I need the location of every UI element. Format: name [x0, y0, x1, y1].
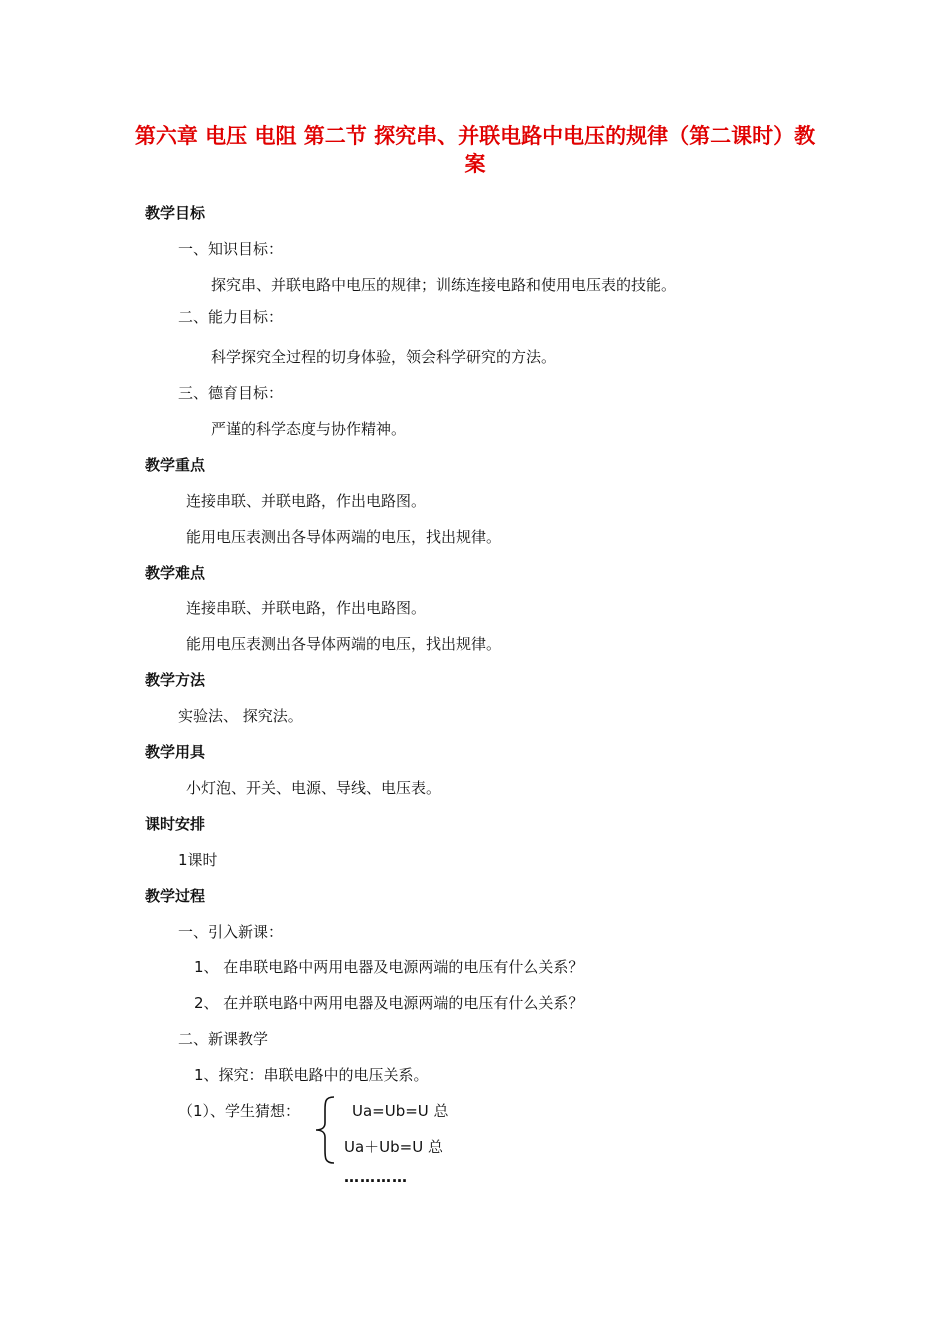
- section-heading-key-points: 教学重点: [145, 456, 206, 474]
- curly-brace-icon: [314, 1096, 336, 1164]
- methods-text: 实验法、 探究法。: [178, 707, 303, 725]
- ability-objective-label: 二、能力目标：: [178, 308, 284, 326]
- section-heading-difficulties: 教学难点: [145, 564, 206, 582]
- explore-series-voltage: 1、探究：串联电路中的电压关系。: [194, 1066, 429, 1084]
- ellipsis: …………: [344, 1168, 408, 1186]
- key-point-item: 连接串联、并联电路，作出电路图。: [186, 492, 427, 510]
- difficulty-item: 能用电压表测出各导体两端的电压，找出规律。: [186, 635, 502, 653]
- section-heading-tools: 教学用具: [145, 743, 206, 761]
- section-heading-objectives: 教学目标: [145, 204, 206, 222]
- page-title: 第六章 电压 电阻 第二节 探究串、并联电路中电压的规律（第二课时）教案: [134, 124, 816, 176]
- section-heading-process: 教学过程: [145, 887, 206, 905]
- new-lesson-label: 二、新课教学: [178, 1030, 269, 1048]
- moral-objective-text: 严谨的科学态度与协作精神。: [211, 420, 407, 438]
- guess-label: （1）、学生猜想：: [178, 1102, 301, 1120]
- intro-question-2: 2、 在并联电路中两用电器及电源两端的电压有什么关系？: [194, 994, 584, 1012]
- key-point-item: 能用电压表测出各导体两端的电压，找出规律。: [186, 528, 502, 546]
- moral-objective-label: 三、德育目标：: [178, 384, 284, 402]
- section-heading-methods: 教学方法: [145, 671, 206, 689]
- section-heading-schedule: 课时安排: [145, 815, 206, 833]
- guess-option-1: Ua=Ub=U 总: [352, 1102, 449, 1120]
- knowledge-objective-text: 探究串、并联电路中电压的规律；训练连接电路和使用电压表的技能。: [211, 276, 677, 294]
- intro-label: 一、引入新课：: [178, 923, 284, 941]
- schedule-text: 1课时: [178, 851, 218, 869]
- knowledge-objective-label: 一、知识目标：: [178, 240, 284, 258]
- difficulty-item: 连接串联、并联电路，作出电路图。: [186, 599, 427, 617]
- guess-option-2: Ua＋Ub=U 总: [344, 1138, 443, 1156]
- ability-objective-text: 科学探究全过程的切身体验，领会科学研究的方法。: [211, 348, 557, 366]
- intro-question-1: 1、 在串联电路中两用电器及电源两端的电压有什么关系？: [194, 958, 584, 976]
- tools-text: 小灯泡、开关、电源、导线、电压表。: [186, 779, 442, 797]
